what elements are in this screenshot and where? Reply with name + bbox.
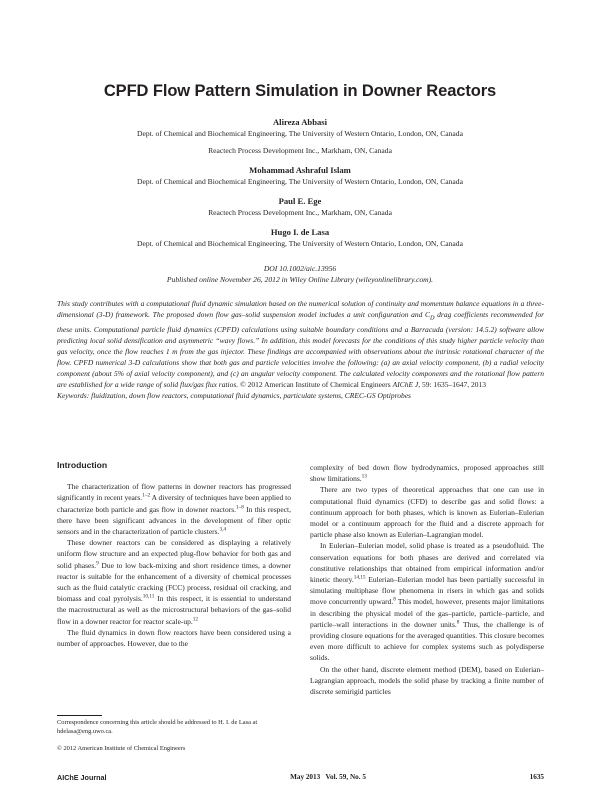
left-column bbox=[57, 460, 291, 649]
journal-ref: AIChE J, bbox=[392, 380, 421, 390]
citation[interactable]: 13 bbox=[361, 473, 367, 480]
paragraph: The characterization of flow patterns in downer reactors has progressed significantly in recent years.$^{1-2}$ A diversity of techniques have been applied to characterize both particle and gas flow in downer reactors.$^{1-8}$ In this respect, there have been significant advances in the development of fiber optic sensors and in the characterization of particle clusters.$^{3,4}$ bbox=[57, 482, 291, 537]
footer-journal: AIChE Journal bbox=[57, 773, 107, 782]
keywords bbox=[57, 391, 411, 400]
paragraph: These downer reactors can be considered as displaying a relatively uniform flow structure and an expected plug-flow behavior for both gas and solid phases.$^9$ Due to low back-mixing and short residence times, a downer reactor is suitable for the enhancement of a diversity of chemical processes such as the fluid catalytic cracking (FCC) process, residual oil cracking, and biomass and coal pyrolysis.$^{10,11}$ In this respect, it is essential to understand the macrostructural as well as the microstructural behaviors of the gas–solid flow in a downer reactor for reactor scale-up.$^{12}$ bbox=[57, 538, 291, 626]
citation[interactable]: 12 bbox=[192, 616, 199, 623]
author-affiliation bbox=[40, 128, 560, 157]
doi-link[interactable]: DOI 10.1002/aic.13956 bbox=[263, 264, 337, 273]
abstract-subscript: D bbox=[430, 314, 435, 322]
citation[interactable]: 3,4 bbox=[219, 526, 226, 533]
correspondence-footnote: Correspondence concerning this article should be addressed to H. I. de Lasa at hdelasa@eng.uwo.ca. bbox=[57, 719, 258, 735]
author-name: Alireza Abbasi bbox=[272, 117, 328, 127]
copyright-note: © 2012 American Institute of Chemical Engineers bbox=[57, 745, 186, 752]
citation[interactable]: 9 bbox=[96, 560, 99, 567]
keywords-label: Keywords: bbox=[57, 391, 90, 401]
citation[interactable]: 8 bbox=[456, 619, 460, 626]
author-name: Hugo I. de Lasa bbox=[270, 227, 330, 237]
right-column bbox=[310, 462, 544, 697]
abstract-text: drag coefficients recommended for these units. Computational particle fluid dynamics (CPFD) calculations using suitable boundary conditions and a Barracuda (version: 14.5.2) software allow predicting local solid densification and asymmetric “wavy flows.” In addition, this model forecasts for the conditions of this study higher particle velocity than gas velocity, once the flow reaches 1 m from the gas injector. These findings are accompanied with observations about the intrinsic rotational character of the flow. CPFD numerical 3-D calculations show that both gas and particle velocities involve the following: (a) an axial velocity component, (b) a radial velocity component (about 5% of axial velocity component), and (c) an angular velocity component. The calculated velocity components and the rotational flow pattern are established for a wide range of solid flux/gas flux ratios. bbox=[57, 310, 544, 390]
footer-page-number: 1635 bbox=[529, 773, 544, 781]
author-block bbox=[40, 116, 560, 257]
author-entry bbox=[40, 226, 560, 250]
citation[interactable]: 10,11 bbox=[142, 593, 155, 600]
keywords-list: fluidization, down flow reactors, computational fluid dynamics, particulate systems, CREC-GS Optiprobes bbox=[89, 391, 411, 401]
footnote-divider bbox=[57, 715, 102, 716]
affiliation-line: Dept. of Chemical and Biochemical Engineering, The University of Western Ontario, London, ON, Canada bbox=[137, 129, 463, 138]
paragraph: In Eulerian–Eulerian model, solid phase is treated as a pseudofluid. The conservation equations for both phases are derived and correlated via constitutive relationships that obtained from empirical information and/or kinetic theory.$^{14,15}$ Eulerian–Eulerian model has been partially successful in simulating multiphase flow phenomena in risers in which gas and solids move concurrently upward.$^8$ This model, however, presents major limitations in describing the physical model of the gas–particle, particle–particle, and particle–wall interactions in the downer units.$^8$ Thus, the challenge is of providing closure equations for the averaged quantities. This closure becomes even more difficult to achieve for complex systems such as polydisperse solids. bbox=[310, 541, 545, 663]
abstract-copyright: © 2012 American Institute of Chemical Engineers bbox=[238, 380, 393, 390]
citation[interactable]: 1–2 bbox=[142, 492, 151, 499]
paper-title: CPFD Flow Pattern Simulation in Downer Reactors bbox=[103, 82, 497, 100]
abstract bbox=[57, 298, 544, 401]
citation[interactable]: 8 bbox=[393, 596, 396, 603]
paragraph: On the other hand, discrete element method (DEM), based on Eulerian–Lagrangian approach, models the solid phase by tracking a finite number of discrete semirigid particles bbox=[310, 664, 544, 697]
author-entry bbox=[40, 164, 560, 188]
footer-issue: May 2013 Vol. 59, No. 5 bbox=[290, 773, 366, 781]
paragraph: There are two types of theoretical approaches that one can use in computational fluid dynamics (CFD) to describe gas and solid flows: a continuum approach for both phases, which is known as Eulerian–Eulerian model or a continuum approach for the fluid and a discrete approach for particle phase also known as Eulerian–Lagrangian model. bbox=[310, 485, 544, 540]
affiliation-line: Reactech Process Development Inc., Markham, ON, Canada bbox=[208, 146, 392, 155]
volume-ref: 59: 1635–1647, 2013 bbox=[420, 380, 486, 390]
author-affiliation: Dept. of Chemical and Biochemical Engineering, The University of Western Ontario, London, ON, Canada bbox=[137, 177, 463, 186]
author-entry bbox=[40, 116, 560, 157]
author-affiliation: Dept. of Chemical and Biochemical Engineering, The University of Western Ontario, London, ON, Canada bbox=[137, 239, 463, 248]
author-name: Mohammad Ashraful Islam bbox=[249, 165, 351, 175]
citation[interactable]: 14,15 bbox=[353, 574, 366, 581]
publication-info bbox=[0, 263, 600, 285]
author-affiliation: Reactech Process Development Inc., Markham, ON, Canada bbox=[208, 208, 392, 217]
section-heading: Introduction bbox=[57, 460, 108, 470]
paragraph: complexity of bed down flow hydrodynamics, proposed approaches still show limitations.$^{13}$ bbox=[310, 463, 544, 484]
author-name: Paul E. Ege bbox=[278, 196, 322, 206]
citation[interactable]: 1–8 bbox=[236, 504, 244, 511]
paragraph: The fluid dynamics in down flow reactors have been considered using a number of approaches. However, due to the bbox=[57, 627, 291, 649]
published-online: Published online November 26, 2012 in Wiley Online Library (wileyonlinelibrary.com). bbox=[166, 275, 434, 284]
author-entry bbox=[40, 195, 560, 219]
abstract-text: This study contributes with a computational fluid dynamic simulation based on the numerical solution of continuity and momentum balance equations in a three-dimensional (3-D) framework. The proposed down flow gas–solid suspension model includes a unit configuration and C bbox=[57, 299, 544, 320]
